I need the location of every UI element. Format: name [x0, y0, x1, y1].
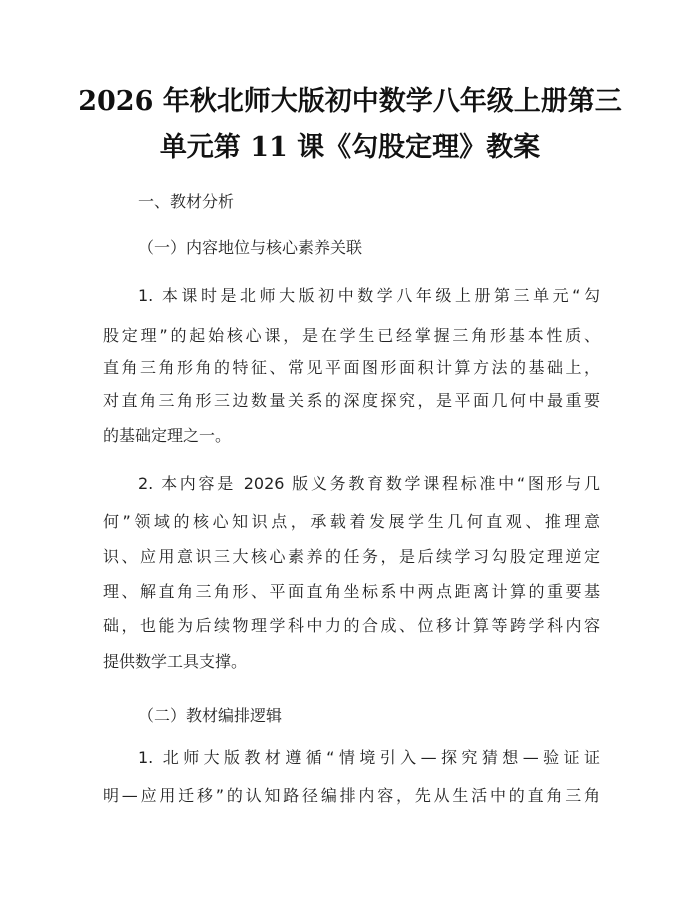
paragraph-line: 何”领域的核心知识点，承载着发展学生几何直观、推理意 — [103, 512, 600, 531]
document-title-line-2: 单元第 11 课《勾股定理》教案 — [159, 132, 541, 163]
paragraph-line: 股定理”的起始核心课，是在学生已经掌握三角形基本性质、 — [103, 326, 600, 345]
paragraph-line: 明—应用迁移”的认知路径编排内容，先从生活中的直角三角 — [103, 786, 600, 805]
paragraph-line: 础，也能为后续物理学科中力的合成、位移计算等跨学科内容 — [103, 616, 600, 635]
paragraph-line: 提供数学工具支撑。 — [103, 652, 248, 671]
subsection-heading-content-position: （一）内容地位与核心素养关联 — [138, 238, 363, 257]
paragraph-line: 识、应用意识三大核心素养的任务，是后续学习勾股定理逆定 — [103, 547, 600, 566]
paragraph-line: 2. 本内容是 2026 版义务教育数学课程标准中“图形与几 — [138, 474, 600, 493]
paragraph-line: 直角三角形角的特征、常见平面图形面积计算方法的基础上， — [103, 358, 600, 377]
paragraph-line: 1. 本课时是北师大版初中数学八年级上册第三单元“勾 — [138, 286, 600, 305]
document-title-line-1: 2026 年秋北师大版初中数学八年级上册第三 — [78, 86, 622, 117]
subsection-heading-textbook-arrangement: （二）教材编排逻辑 — [138, 706, 283, 725]
paragraph-line: 1. 北师大版教材遵循“情境引入—探究猜想—验证证 — [138, 748, 600, 767]
paragraph-line: 的基础定理之一。 — [103, 426, 232, 445]
paragraph-line: 理、解直角三角形、平面直角坐标系中两点距离计算的重要基 — [103, 582, 600, 601]
paragraph-line: 对直角三角形三边数量关系的深度探究，是平面几何中最重要 — [103, 391, 600, 410]
section-heading-textbook-analysis: 一、教材分析 — [138, 192, 235, 211]
